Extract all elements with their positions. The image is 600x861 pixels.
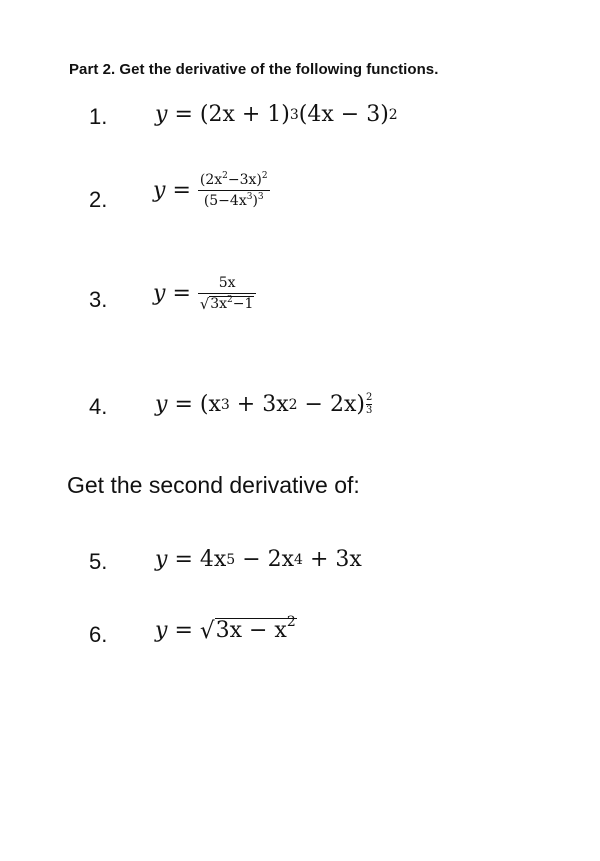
problem-4-exp-denominator: 3 <box>365 405 373 416</box>
problem-2-den-exp-inner: 3 <box>246 192 253 202</box>
problem-5-part-a: 4x <box>199 547 227 572</box>
problem-4-exp-numerator: 2 <box>365 392 373 403</box>
part-heading: Part 2. Get the derivative of the following functions. <box>69 61 439 78</box>
problem-6-expression <box>155 614 297 645</box>
problem-3-radical <box>198 294 257 312</box>
second-derivative-heading: Get the second derivative of: <box>67 472 360 498</box>
problem-1-base1: (2x + 1) <box>199 102 290 127</box>
problem-2-denominator <box>202 191 266 209</box>
problem-6-equals: = <box>174 618 193 644</box>
problem-3-rad-rest: −1 <box>232 296 254 312</box>
square-root-icon: √ <box>199 618 215 645</box>
problem-4-part-b: + 3x <box>229 392 289 417</box>
problem-3-rad-exp: 2 <box>227 295 233 305</box>
problem-6-lhs: y <box>155 618 168 644</box>
problem-2-num-rest: −3x) <box>227 172 262 188</box>
problem-4-number: 4. <box>89 394 108 419</box>
problem-2-expression <box>153 172 270 209</box>
problem-1-equals: = <box>174 102 193 127</box>
problem-6-rad-base: 3x − x <box>215 618 287 643</box>
problem-5-part-b: − 2x <box>235 547 295 572</box>
problem-2-lhs: y <box>153 178 166 203</box>
problem-2-equals: = <box>172 178 191 203</box>
problem-6-rad-exp: 2 <box>286 614 296 630</box>
problem-3-rad-base: 3x <box>210 296 228 312</box>
problem-4-part-c: − 2x) <box>297 392 365 417</box>
problem-1-expression: y = (2x + 1) 3 (4x − 3) 2 <box>155 102 398 127</box>
problem-2-den-rest: ) <box>252 193 258 209</box>
problem-5-lhs: y <box>155 547 168 572</box>
problem-4-expression: y = (x 3 + 3x 2 − 2x) 2 3 <box>155 392 373 417</box>
problem-3-lhs: y <box>153 281 166 307</box>
problem-4-equals: = <box>174 392 193 417</box>
problem-3-expression <box>153 275 256 312</box>
problem-6-radical <box>199 614 297 645</box>
problem-5-part-c: + 3x <box>302 547 362 572</box>
problem-4-fractional-exponent <box>366 393 372 416</box>
problem-3-number: 3. <box>89 287 108 312</box>
problem-2-numerator <box>198 172 270 190</box>
problem-2-fraction <box>198 172 270 209</box>
problem-6-number: 6. <box>89 622 108 647</box>
problem-3-equals: = <box>172 281 191 307</box>
problem-4-lhs: y <box>155 392 168 417</box>
problem-5-number: 5. <box>89 549 108 574</box>
problem-2-number: 2. <box>89 187 108 212</box>
problem-2-num-exp-inner: 2 <box>222 171 228 181</box>
problem-5-equals: = <box>174 547 193 572</box>
square-root-icon: √ <box>199 295 210 313</box>
problem-1-number: 1. <box>89 104 108 129</box>
problem-1-lhs: y <box>155 102 168 127</box>
problem-2-den-exp: 3 <box>257 192 264 202</box>
problem-2-num-base: (2x <box>199 172 223 188</box>
problem-3-radicand <box>209 296 254 312</box>
problem-5-expression: y = 4x 5 − 2x 4 + 3x <box>155 547 362 572</box>
problem-6-radicand <box>215 614 297 643</box>
problem-4-part-a: (x <box>199 392 221 417</box>
problem-3-fraction <box>198 275 257 312</box>
problem-2-den-base: (5−4x <box>203 193 247 209</box>
problem-2-num-exp: 2 <box>261 171 268 181</box>
problem-1-base2: (4x − 3) <box>298 102 389 127</box>
problem-3-numerator: 5x <box>218 275 236 291</box>
